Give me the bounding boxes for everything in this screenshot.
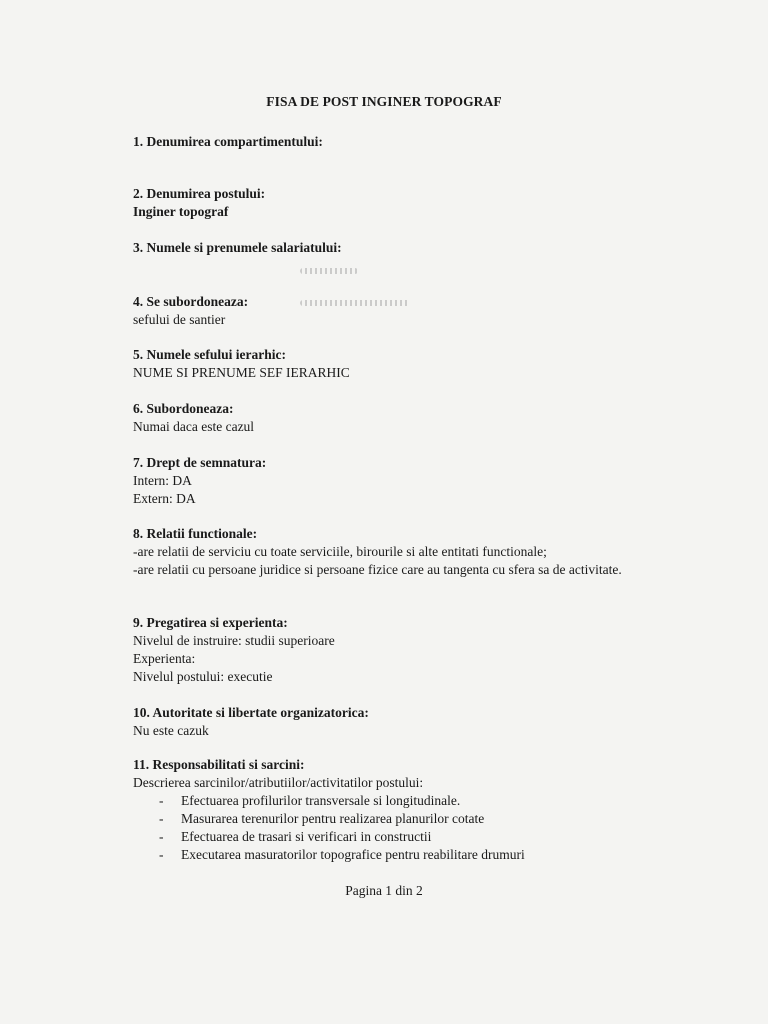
- task-text: Efectuarea de trasari si verificari in constructii: [181, 829, 432, 844]
- section-heading: 6. Subordoneaza:: [133, 401, 234, 416]
- section-heading: 9. Pregatirea si experienta:: [133, 615, 288, 630]
- section-heading: 1. Denumirea compartimentului:: [133, 134, 323, 149]
- task-text: Efectuarea profilurilor transversale si longitudinale.: [181, 793, 461, 808]
- task-text: Masurarea terenurilor pentru realizarea planurilor cotate: [181, 811, 485, 826]
- section-heading: 2. Denumirea postului:: [133, 186, 266, 201]
- section-line: NUME SI PRENUME SEF IERARHIC: [133, 365, 350, 380]
- task-item: [133, 846, 525, 864]
- section-heading: 7. Drept de semnatura:: [133, 455, 267, 470]
- section-line: Descrierea sarcinilor/atributiilor/activitatilor postului:: [133, 775, 424, 790]
- section-2: [133, 185, 265, 221]
- task-item: [133, 828, 525, 846]
- section-line: Nivelul postului: executie: [133, 669, 273, 684]
- bullet-dash: -: [159, 829, 164, 844]
- section-line: Experienta:: [133, 651, 196, 666]
- section-line: Extern: DA: [133, 491, 196, 506]
- section-4: [133, 293, 248, 329]
- bullet-dash: -: [159, 847, 164, 862]
- section-10: [133, 704, 369, 740]
- section-7: [133, 454, 266, 508]
- section-9: [133, 614, 335, 686]
- section-line: -are relatii cu persoane juridice si persoane fizice care au tangenta cu sfera sa de activitate.: [133, 562, 622, 577]
- section-heading: 5. Numele sefului ierarhic:: [133, 347, 286, 362]
- section-line: Numai daca este cazul: [133, 419, 255, 434]
- section-line: -are relatii de serviciu cu toate serviciile, birourile si alte entitati functionale;: [133, 544, 547, 559]
- section-6: [133, 400, 254, 436]
- bullet-dash: -: [159, 793, 164, 808]
- section-heading: 3. Numele si prenumele salariatului:: [133, 240, 342, 255]
- section-11: [133, 756, 525, 864]
- section-1: [133, 133, 323, 151]
- section-3: [133, 239, 342, 257]
- section-line: Intern: DA: [133, 473, 192, 488]
- bullet-dash: -: [159, 811, 164, 826]
- section-heading: 8. Relatii functionale:: [133, 526, 258, 541]
- section-heading: 10. Autoritate si libertate organizatorica:: [133, 705, 369, 720]
- section-line: Nu este cazuk: [133, 723, 209, 738]
- section-line: Nivelul de instruire: studii superioare: [133, 633, 335, 648]
- task-text: Executarea masuratorilor topografice pentru reabilitare drumuri: [181, 847, 525, 862]
- task-item: [133, 810, 525, 828]
- document-title: FISA DE POST INGINER TOPOGRAF: [266, 94, 502, 109]
- section-line: sefului de santier: [133, 312, 226, 327]
- redacted-mark: [300, 300, 410, 306]
- section-heading: 4. Se subordoneaza:: [133, 294, 249, 309]
- redacted-name-mark: [300, 268, 358, 274]
- section-heading: 11. Responsabilitati si sarcini:: [133, 757, 305, 772]
- section-line: Inginer topograf: [133, 204, 229, 219]
- section-5: [133, 346, 350, 382]
- task-list: [133, 792, 525, 864]
- page-number: Pagina 1 din 2: [345, 883, 423, 898]
- task-item: [133, 792, 525, 810]
- section-8: [133, 525, 623, 579]
